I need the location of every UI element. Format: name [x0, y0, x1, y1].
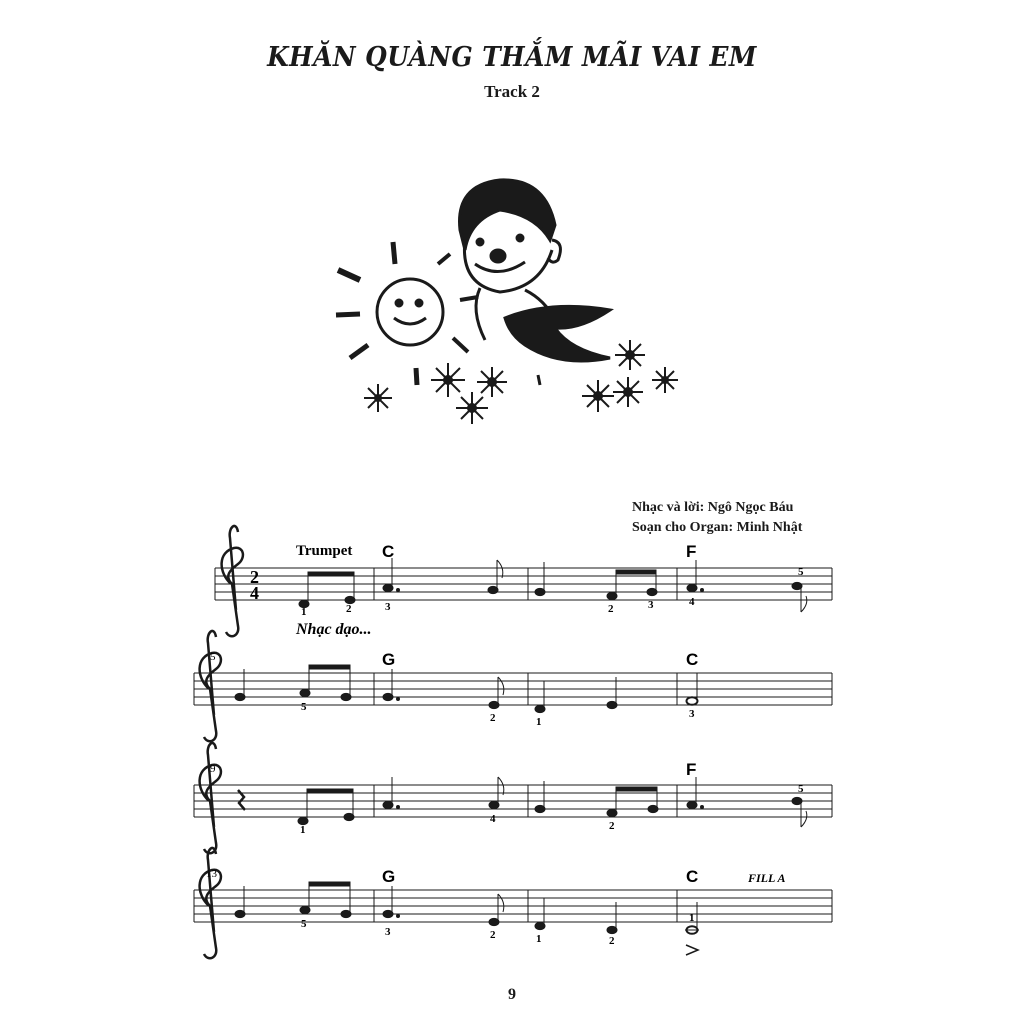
fingering: 2	[490, 712, 496, 724]
system-2	[194, 631, 832, 741]
treble-clef-icon	[222, 526, 243, 636]
system-3	[194, 743, 832, 853]
fingering: 1	[301, 606, 307, 618]
fingering: 5	[301, 701, 307, 713]
time-sig-top: 2	[250, 567, 259, 587]
system-1	[215, 526, 832, 638]
treble-clef-icon	[200, 631, 221, 741]
fingering: 3	[648, 599, 654, 611]
chord-symbol: C	[382, 542, 395, 561]
fingering: 1	[300, 824, 306, 836]
instrument-label: Trumpet	[296, 543, 353, 559]
song-title: KHĂN QUÀNG THẮM MÃI VAI EM	[267, 42, 757, 73]
fingering: 5	[798, 566, 804, 578]
measure-number: 5	[210, 651, 216, 663]
arranger-credit: Soạn cho Organ: Minh Nhật	[632, 520, 803, 535]
fingering: 1	[536, 716, 542, 728]
notes	[299, 558, 807, 612]
fingering: 3	[689, 708, 695, 720]
fingering: 5	[301, 918, 307, 930]
fill-label: FILL A	[748, 871, 786, 885]
fingering: 5	[798, 783, 804, 795]
fingering: 1	[536, 933, 542, 945]
treble-clef-icon	[200, 743, 221, 853]
intro-label: Nhạc dạo...	[296, 621, 372, 638]
chord-symbol: F	[686, 542, 697, 561]
fingering: 3	[385, 601, 391, 613]
track-label: Track 2	[484, 82, 540, 101]
chord-symbol: C	[686, 867, 699, 886]
measure-number: 13	[206, 868, 217, 880]
measure-number: 9	[210, 763, 216, 775]
composer-credit: Nhạc và lời: Ngô Ngọc Báu	[632, 500, 794, 515]
page-number: 9	[508, 986, 516, 1003]
fingering: 2	[609, 820, 615, 832]
chord-symbol: G	[382, 650, 396, 669]
treble-clef-icon	[200, 848, 221, 958]
fingering: 4	[689, 596, 695, 608]
fingering: 2	[490, 929, 496, 941]
fingering: 2	[609, 935, 615, 947]
fingering: 1	[689, 912, 695, 924]
chord-symbol: C	[686, 650, 699, 669]
system-4	[194, 848, 832, 958]
fingering: 3	[385, 926, 391, 938]
fingering: 2	[346, 603, 352, 615]
fingering: 2	[608, 603, 614, 615]
time-sig-bottom: 4	[250, 583, 259, 603]
chord-symbol: F	[686, 760, 697, 779]
fingering: 4	[490, 813, 496, 825]
chord-symbol: G	[382, 867, 396, 886]
